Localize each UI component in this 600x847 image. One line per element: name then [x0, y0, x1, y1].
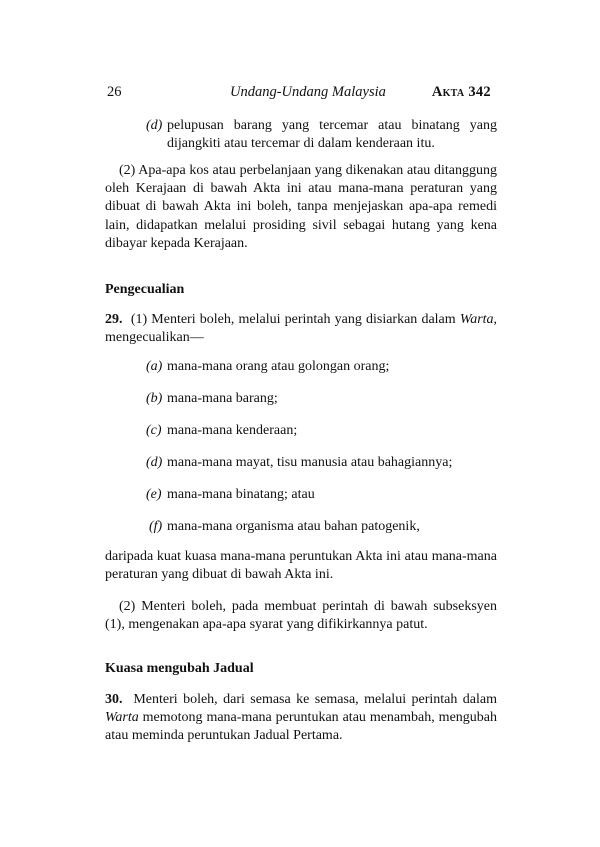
- item-text: mana-mana kenderaan;: [167, 423, 298, 438]
- list-item-e: [146, 486, 497, 506]
- closing-paragraph: daripada kuat kuasa mana-mana peruntukan Akta ini atau mana-mana peraturan yang dibuat di bawah Akta ini.: [105, 549, 497, 583]
- list-item-d-top: [146, 117, 497, 155]
- section-heading-amend-schedule: Kuasa mengubah Jadual: [105, 661, 254, 676]
- section-heading-exemption: Pengecualian: [105, 282, 185, 297]
- section-29-paragraph: [105, 311, 497, 347]
- item-text: mana-mana binatang; atau: [167, 487, 315, 502]
- gazette-term: Warta: [105, 710, 139, 726]
- item-label: (c): [146, 423, 162, 438]
- item-label: (d): [146, 455, 163, 470]
- list-item-d: [146, 454, 497, 474]
- item-label: (e): [146, 487, 162, 502]
- section-number: 29.: [105, 312, 123, 327]
- item-text: pelupusan barang yang tercemar atau binatang yang dijangkiti atau tercemar di dalam kenderaan itu.: [167, 118, 497, 152]
- item-label: (f): [149, 519, 163, 534]
- paragraph-text: (2) Apa-apa kos atau perbelanjaan yang dikenakan atau ditanggung oleh Kerajaan di bawah Akta ini atau mana-mana peraturan yang dibuat di bawah Akta ini boleh, tanpa menjejaskan apa-apa remedi lain, didapatkan melalui prosiding sivil sebagai hutang yang kena dibayar kepada Kerajaan.: [105, 163, 497, 251]
- item-label: (a): [146, 359, 163, 374]
- item-label: (d): [146, 118, 163, 133]
- header-title: Undang-Undang Malaysia: [230, 84, 386, 100]
- section-text-end: , mengecualikan—: [105, 312, 498, 346]
- section-text-end: memotong mana-mana peruntukan atau menambah, mengubah atau meminda peruntukan Jadual Pertama.: [105, 710, 497, 744]
- list-item-f: [146, 518, 497, 538]
- section-number: 30.: [105, 692, 123, 707]
- list-item-c: [146, 422, 497, 442]
- list-item-a: [146, 358, 497, 378]
- section-30-paragraph: [105, 691, 497, 746]
- page-number: 26: [107, 84, 122, 100]
- page-header: [107, 84, 497, 104]
- item-text: mana-mana mayat, tisu manusia atau bahagiannya;: [167, 455, 453, 470]
- paragraph-cost-recovery: [105, 162, 497, 253]
- item-text: mana-mana organisma atau bahan patogenik,: [167, 519, 420, 534]
- item-text: mana-mana orang atau golongan orang;: [167, 359, 390, 374]
- header-act: Akta 342: [431, 84, 491, 100]
- gazette-term: Warta: [459, 312, 494, 327]
- section-text-start: (1) Menteri boleh, melalui perintah yang disiarkan dalam: [130, 312, 460, 327]
- item-text: mana-mana barang;: [167, 391, 278, 406]
- subsection-2-paragraph: (2) Menteri boleh, pada membuat perintah di bawah subseksyen (1), mengenakan apa-apa syarat yang difikirkannya patut.: [105, 599, 497, 633]
- list-item-b: [146, 390, 497, 410]
- item-label: (b): [146, 391, 163, 406]
- section-text-start: Menteri boleh, dari semasa ke semasa, melalui perintah dalam: [133, 692, 497, 707]
